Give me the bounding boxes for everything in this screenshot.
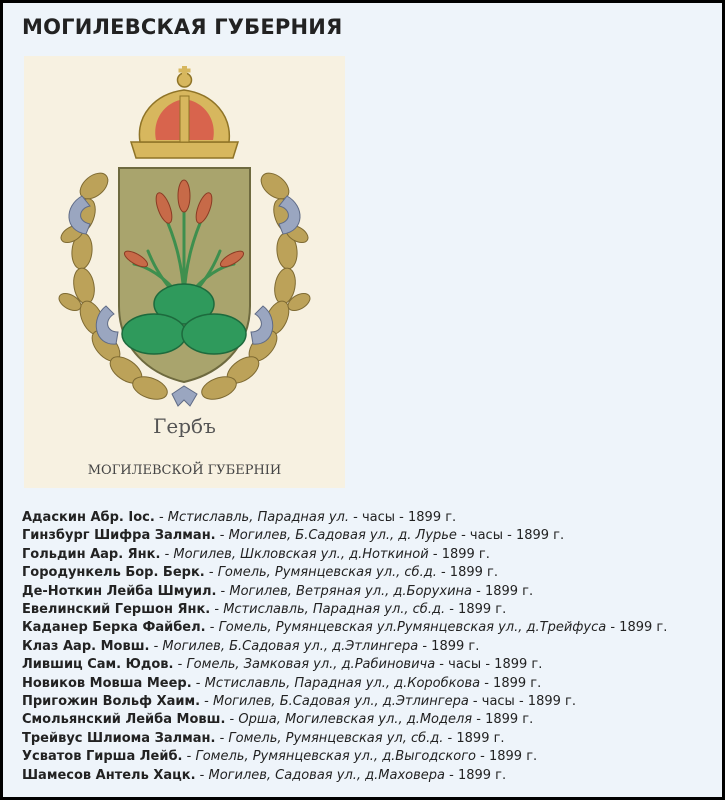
entry-year: 1899 г. [449, 565, 498, 581]
entry-address: Могилев, Садовая ул., д.Маховера [208, 767, 445, 783]
list-item: Новиков Мовша Меер. - Мстиславль, Парадная ул., д.Коробкова - 1899 г. [22, 675, 542, 691]
entry-year: 1899 г. [408, 510, 457, 525]
entry-address: Могилев, Б.Садовая ул., д.Этлингера [162, 638, 419, 654]
entry-address: Мстиславль, Парадная ул. [167, 510, 349, 525]
entry-name: Лившиц Сам. Юдов. [22, 657, 174, 673]
entry-address: Могилев, Шкловская ул., д.Ноткиной [173, 546, 429, 562]
entry-name: Гинзбург Шифра Залман. [22, 528, 216, 544]
list-item: Евелинский Гершон Янк. - Мстиславль, Парадная ул., сб.д. - 1899 г. [22, 602, 507, 618]
entry-address: Гомель, Румянцевская ул., сб.д. [217, 565, 437, 581]
entry-name: Де-Ноткин Лейба Шмуил. [22, 583, 217, 599]
list-item: Де-Ноткин Лейба Шмуил. - Могилев, Ветряная ул., д.Борухина - 1899 г. [22, 583, 534, 599]
entry-name: Гольдин Аар. Янк. [22, 546, 161, 562]
list-item: Адаскин Абр. Іос. - Мстиславль, Парадная ул. - часы - 1899 г. [22, 510, 457, 525]
entry-year: 1899 г. [458, 602, 507, 618]
list-item: Каданер Берка Файбел. - Гомель, Румянцевская ул.Румянцевская ул., д.Трейфуса - 1899 г. [22, 620, 668, 636]
entry-name: Пригожин Вольф Хаим. [22, 694, 201, 710]
coat-caption-line2: МОГИЛЕВСКОЙ ГУБЕРНІИ [87, 463, 282, 478]
entry-name: Каданер Берка Файбел. [22, 620, 206, 636]
entry-address: Гомель, Румянцевская ул, сб.д. [228, 730, 444, 746]
list-item: Городункель Бор. Берк. - Гомель, Румянцевская ул., сб.д. - 1899 г. [22, 565, 498, 581]
entry-name: Трейвус Шлиома Залман. [22, 730, 216, 746]
entry-extra: часы [361, 510, 396, 525]
list-item: Пригожин Вольф Хаим. - Могилев, Б.Садовая ул., д.Этлингера - часы - 1899 г. [22, 694, 576, 710]
entry-address: Могилев, Б.Садовая ул., д. Лурье [228, 528, 457, 544]
entry-year: 1899 г. [484, 583, 534, 599]
list-item: Клаз Аар. Мовш. - Могилев, Б.Садовая ул., д.Этлингера - 1899 г. [22, 638, 480, 654]
entry-year: 1899 г. [493, 675, 542, 691]
entry-address: Гомель, Румянцевская ул., д.Выгодского [195, 749, 477, 765]
entry-year: 1899 г. [494, 657, 543, 673]
coat-caption-line1: Гербъ [153, 414, 216, 438]
entry-address: Могилев, Ветряная ул., д.Борухина [229, 583, 472, 599]
list-item: Смольянский Лейба Мовш. - Орша, Могилевская ул., д.Моделя - 1899 г. [22, 712, 534, 728]
entries-list [22, 509, 718, 785]
list-item: Лившиц Сам. Юдов. - Гомель, Замковая ул., д.Рабиновича - часы - 1899 г. [22, 657, 543, 673]
entry-year: 1899 г. [441, 546, 490, 562]
entry-extra: часы [448, 657, 482, 673]
entry-address: Могилев, Б.Садовая ул., д.Этлингера [213, 694, 469, 710]
entry-name: Евелинский Гершон Янк. [22, 602, 211, 618]
entry-year: 1899 г. [485, 712, 534, 728]
coat-of-arms-image [24, 56, 345, 488]
entry-extra: часы [469, 528, 503, 544]
list-item: Усватов Гирша Лейб. - Гомель, Румянцевская ул., д.Выгодского - 1899 г. [22, 749, 538, 765]
entry-year: 1899 г. [456, 730, 505, 746]
entry-year: 1899 г. [457, 767, 507, 783]
entry-name: Новиков Мовша Меер. [22, 675, 192, 691]
list-item: Гольдин Аар. Янк. - Могилев, Шкловская ул., д.Ноткиной - 1899 г. [22, 546, 490, 562]
entry-address: Орша, Могилевская ул., д.Моделя [238, 712, 473, 728]
entry-name: Клаз Аар. Мовш. [22, 638, 150, 654]
entry-address: Гомель, Румянцевская ул.Румянцевская ул., д.Трейфуса [218, 620, 607, 636]
entry-name: Усватов Гирша Лейб. [22, 749, 183, 765]
entry-address: Мстиславль, Парадная ул., сб.д. [223, 602, 446, 618]
crown [131, 66, 238, 158]
entry-extra: часы [481, 694, 515, 710]
entry-year: 1899 г. [488, 749, 538, 765]
entry-year: 1899 г. [527, 694, 576, 710]
entry-year: 1899 г. [619, 620, 668, 636]
list-item: Гинзбург Шифра Залман. - Могилев, Б.Садовая ул., д. Лурье - часы - 1899 г. [22, 528, 565, 544]
entry-year: 1899 г. [431, 638, 480, 654]
entry-name: Адаскин Абр. Іос. [22, 510, 155, 525]
entry-year: 1899 г. [515, 528, 565, 544]
entry-name: Городункель Бор. Берк. [22, 565, 205, 581]
list-item: Шамесов Антель Хацк. - Могилев, Садовая ул., д.Маховера - 1899 г. [22, 767, 507, 783]
page-title: МОГИЛЕВСКАЯ ГУБЕРНИЯ [22, 15, 343, 39]
entry-name: Смольянский Лейба Мовш. [22, 712, 226, 728]
list-item: Трейвус Шлиома Залман. - Гомель, Румянцевская ул, сб.д. - 1899 г. [22, 730, 505, 746]
entry-name: Шамесов Антель Хацк. [22, 767, 196, 783]
entry-address: Мстиславль, Парадная ул., д.Коробкова [204, 675, 481, 691]
entry-address: Гомель, Замковая ул., д.Рабиновича [186, 657, 436, 673]
